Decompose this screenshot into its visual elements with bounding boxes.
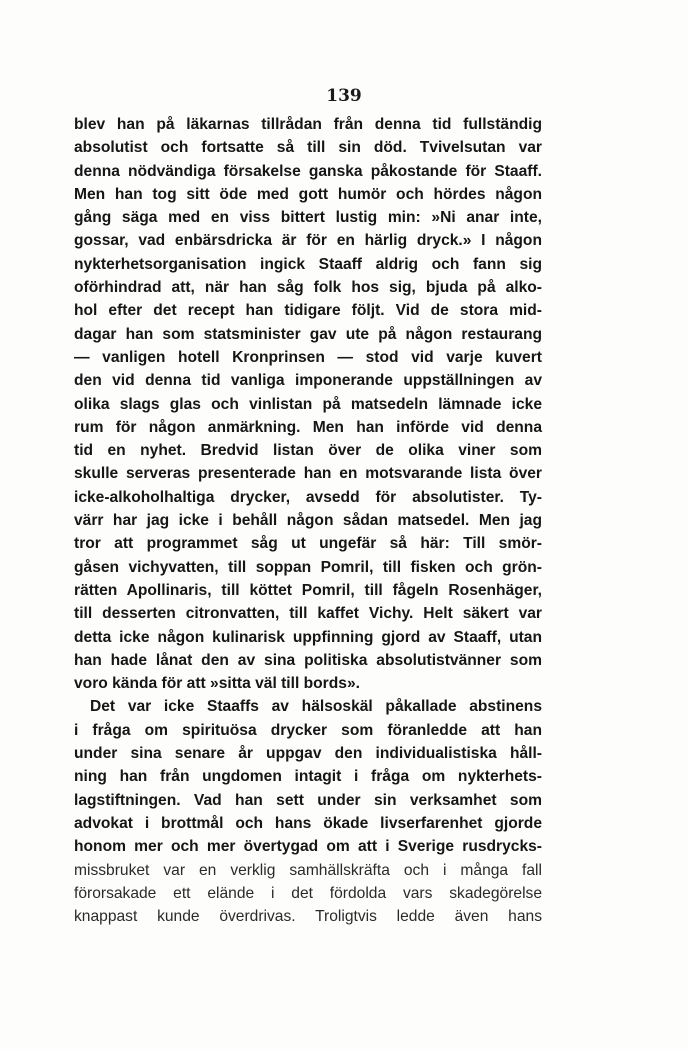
text-line: olika slags glas och vinlistan på matsedeln lämnade icke [74,395,542,413]
text-line: blev han på läkarnas tillrådan från denna tid fullständig [74,116,542,133]
text-line: knappast kunde överdrivas. Troligtvis ledde även hans [74,908,542,926]
text-line: värr har jag icke i behåll någon sådan matsedel. Men jag [74,512,542,530]
text-line: rätten Apollinaris, till köttet Pomril, till fågeln Rosenhäger, [74,581,542,599]
text-line: absolutist och fortsatte så till sin död. Tvivelsutan var [74,139,542,157]
text-line: förorsakade ett elände i det fördolda vars skadegörelse [74,884,542,902]
text-line: den vid denna tid vanliga imponerande uppställningen av [74,372,542,390]
text-line: detta icke någon kulinarisk uppfinning gjord av Staaff, utan [74,628,542,646]
text-line: voro kända för att »sitta väl till bords». [74,675,360,693]
text-line: Men han tog sitt öde med gott humör och hördes någon [74,185,542,203]
text-line: oförhindrad att, när han såg folk hos sig, bjuda på alko- [74,279,542,297]
page-number: 139 [326,86,362,106]
text-line: icke-alkoholhaltiga drycker, avsedd för absolutister. Ty- [74,488,542,506]
text-line: gåsen vichyvatten, till soppan Pomril, till fisken och grön- [74,558,542,576]
text-line: missbruket var en verklig samhällskräfta och i många fall [74,861,542,879]
text-line: dagar han som statsminister gav ute på någon restaurang [74,325,542,343]
text-line: honom mer och mer övertygad om att i Sverige rusdrycks- [74,838,542,856]
text-line: nykterhetsorganisation ingick Staaff aldrig och fann sig [74,255,542,273]
text-line: denna nödvändiga försakelse ganska påkostande för Staaff. [74,162,542,180]
text-line: tror att programmet såg ut ungefär så här: Till smör- [74,535,542,553]
text-line: — vanligen hotell Kronprinsen — stod vid varje kuvert [74,348,542,366]
text-line: han hade lånat den av sina politiska absolutistvänner som [74,651,542,669]
text-line: i fråga om spirituösa drycker som föranledde att han [74,721,542,739]
text-line: hol efter det recept han tidigare följt. Vid de stora mid- [74,302,542,320]
text-line: gång säga med en viss bittert lustig min: »Ni anar inte, [74,209,542,227]
body-text [74,113,542,928]
text-line: Det var icke Staaffs av hälsoskäl påkallade abstinens [90,698,542,716]
text-line: ning han från ungdomen intagit i fråga om nykterhets- [74,768,542,786]
text-line: rum för någon anmärkning. Men han införde vid denna [74,418,542,436]
text-line: advokat i brottmål och hans ökade livserfarenhet gjorde [74,814,542,832]
text-line: till desserten citronvatten, till kaffet Vichy. Helt säkert var [74,605,542,623]
text-line: under sina senare år uppgav den individualistiska håll- [74,745,542,763]
text-line: lagstiftningen. Vad han sett under sin verksamhet som [74,791,542,809]
text-line: skulle serveras presenterade han en motsvarande lista över [74,465,542,483]
text-line: tid en nyhet. Bredvid listan över de olika viner som [74,442,542,460]
text-line: gossar, vad enbärsdricka är för en härlig dryck.» I någon [74,232,542,250]
